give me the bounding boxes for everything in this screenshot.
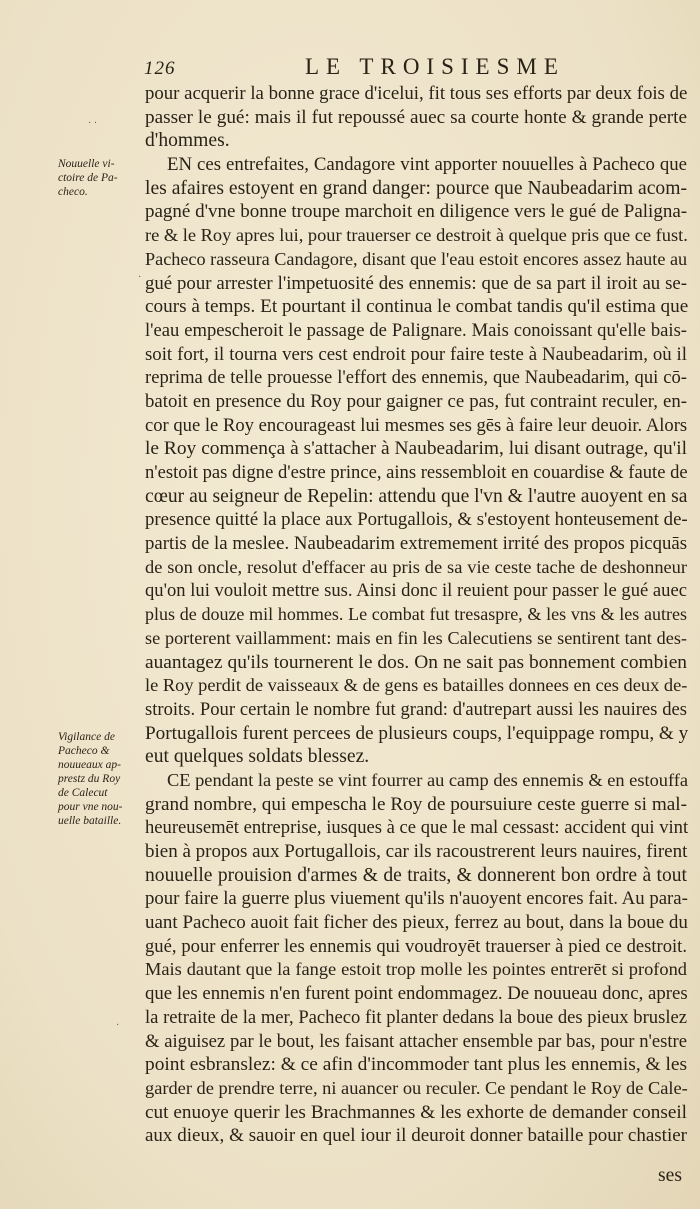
paper-speck: ·: [116, 1020, 120, 1031]
text-line: gué, pour enferrer les ennemis qui voudroyēt trauerser à pied ce destroit.: [145, 935, 687, 957]
text-line: eut quelques soldats blessez.: [145, 746, 370, 768]
margin-note-line: Vigilance de: [58, 731, 115, 743]
text-line: batoit en presence du Roy pour gaigner ce pas, fut contraint reculer, en-: [145, 390, 687, 412]
text-line: CE pendant la peste se vint fourrer au camp des ennemis & en estouffa: [167, 769, 689, 790]
text-line: partis de la meslee. Naubeadarim extremement irrité des propos picquās: [145, 533, 687, 555]
margin-note-line: nouueaux ap-: [58, 759, 121, 771]
text-line: le Roy commença à s'attacher à Naubeadarim, lui disant outrage, qu'il: [145, 438, 687, 460]
margin-note-line: pour vne nou-: [58, 801, 123, 813]
text-line: stroits. Pour certain le nombre fut grand: d'autrepart aussi les nauires des: [145, 698, 687, 720]
body-text: [145, 82, 687, 1148]
text-line: heureusemēt entreprise, iusques à ce que le mal cessast: accident qui vint: [145, 817, 689, 839]
catchword: ses: [658, 1165, 682, 1186]
text-line: soit fort, il tourna vers cest endroit pour faire teste à Naubeadarim, où il: [145, 343, 687, 365]
running-header: [0, 52, 700, 82]
text-line: pagné d'vne bonne troupe marchoit en diligence vers le gué de Paligna-: [145, 201, 688, 223]
text-line: que les ennemis n'en furent point endommagez. De nouueau donc, apres: [145, 983, 688, 1005]
text-line: bien à propos aux Portugallois, car ils racoustrerent leurs nauires, firent: [145, 841, 688, 862]
paper-speck: ·: [138, 272, 142, 283]
text-line: l'eau empescheroit le passage de Palignare. Mais conoissant qu'elle bais-: [145, 319, 687, 341]
margin-note-1: [58, 157, 142, 199]
text-line: qu'on lui vouloit mettre sus. Ainsi donc il reuient pour passer le gué auec: [145, 580, 687, 602]
margin-note-line: Nouuelle vi-: [58, 158, 115, 170]
text-line: les afaires estoyent en grand danger: pource que Naubeadarim acom-: [145, 177, 687, 199]
margin-note-line: Pacheco &: [58, 745, 110, 757]
text-line: aux dieux, & sauoir en quel iour il deuroit donner bataille pour chastier: [145, 1125, 687, 1147]
text-line: pour faire la guerre plus viuement qu'ils n'auoyent encores fait. Au para-: [145, 888, 688, 910]
text-line: cut enuoye querir les Brachmannes & les exhorte de demander conseil: [145, 1101, 687, 1123]
text-line: Pacheco rasseura Candagore, disant que l'eau estoit encores assez haute au: [145, 248, 688, 269]
text-line: EN ces entrefaites, Candagore vint apporter nouuelles à Pacheco que: [167, 154, 687, 176]
text-line: passer le gué: mais il fut repoussé auec sa courte honte & grande perte: [145, 106, 687, 128]
text-line: n'estoit pas digne d'estre prince, ains ressembloit en couardise & faute de: [145, 462, 688, 483]
margin-note-line: ctoire de Pa-: [58, 172, 118, 184]
text-line: & aiguisez par le bout, les faisant attacher ensemble par bas, pour n'estre: [145, 1030, 687, 1052]
margin-note-2: [58, 730, 142, 828]
running-title: LE TROISIESME: [305, 54, 565, 79]
text-line: reprima de telle prouesse l'effort des ennemis, que Naubeadarim, qui cō-: [145, 367, 687, 389]
text-line: de son oncle, resolut d'effacer au pris de sa vie ceste tache de deshonneur: [145, 556, 687, 577]
text-line: auantagez qu'ils tournerent le dos. On ne sait pas bonnement combien: [145, 651, 687, 673]
text-line: uant Pacheco auoit fait ficher des pieux, ferrez au bout, dans la boue du: [145, 912, 688, 934]
text-line: la retraite de la mer, Pacheco fit planter dedans la boue des pieux bruslez: [145, 1006, 687, 1028]
margin-note-line: checo.: [58, 186, 88, 198]
text-line: d'hommes.: [145, 130, 230, 152]
text-line: presence quitté la place aux Portugallois, & s'estoyent honteusement de-: [145, 509, 688, 531]
text-line: cours à temps. Et pourtant il continua le combat tandis qu'il estima que: [145, 296, 689, 318]
text-line: cœur au seigneur de Repelin: attendu que l'vn & l'autre auoyent en sa: [145, 485, 688, 507]
text-line: point esbranslez: & ce afin d'incommoder tant plus les ennemis, & les: [145, 1054, 687, 1076]
text-line: gué pour arrester l'impetuosité des ennemis: que de sa part il iroit au se-: [145, 272, 687, 294]
paper-speck: · ·: [88, 118, 98, 129]
text-line: cor que le Roy encourageast lui mesmes ses gēs à faire leur deuoir. Alors: [145, 414, 688, 436]
margin-note-line: uelle bataille.: [58, 815, 122, 827]
text-line: garder de prendre terre, ni auancer ou reculer. Ce pendant le Roy de Cale-: [145, 1077, 688, 1098]
text-line: Portugallois furent percees de plusieurs coups, l'equippage rompu, & y: [145, 722, 689, 744]
text-line: nouuelle prouision d'armes & de traits, & donnerent bon ordre à tout: [145, 864, 687, 886]
page-number: 126: [144, 58, 176, 79]
text-line: grand nombre, qui empescha le Roy de poursuiure ceste guerre si mal-: [145, 793, 687, 815]
text-line: Mais dautant que la fange estoit trop molle les pointes entrerēt si profond: [145, 959, 687, 980]
text-line: le Roy perdit de vaisseaux & de gens es batailles donnees en ces deux de-: [145, 675, 688, 696]
margin-note-line: prestz du Roy: [58, 773, 121, 785]
text-line: pour acquerir la bonne grace d'icelui, fit tous ses efforts par deux fois de: [145, 83, 688, 104]
text-line: se porterent vaillamment: mais en fin les Calecutiens se sentirent tant des-: [145, 627, 687, 648]
margin-note-line: de Calecut: [58, 787, 108, 799]
text-line: re & le Roy apres lui, pour trauerser ce destroit à quelque pris que ce fust.: [145, 225, 688, 246]
text-line: plus de douze mil hommes. Le combat fut tresaspre, & les vns & les autres: [145, 604, 687, 625]
